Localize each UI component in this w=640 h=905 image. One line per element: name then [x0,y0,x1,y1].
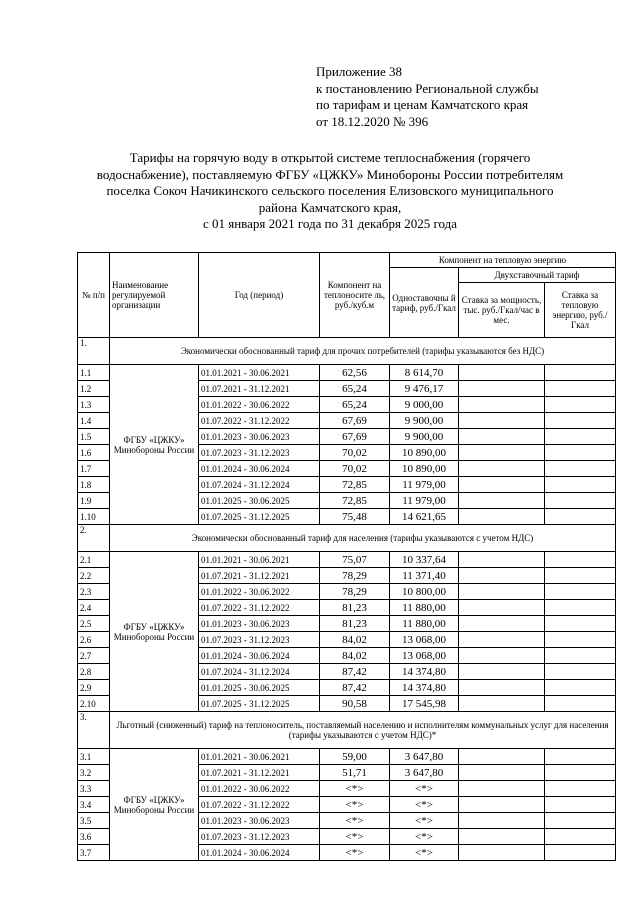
row-number: 3.3 [78,781,110,797]
single-rate-value: 14 374,80 [390,680,459,696]
power-rate-value [459,616,545,632]
heat-rate-value [545,381,616,397]
single-rate-value: 11 880,00 [390,616,459,632]
heat-rate-value [545,584,616,600]
single-rate-value: 13 068,00 [390,632,459,648]
section-row [78,712,616,749]
row-period: 01.01.2021 - 30.06.2021 [199,552,320,568]
row-number: 1.1 [78,365,110,381]
row-period: 01.07.2024 - 31.12.2024 [199,477,320,493]
row-number: 1.5 [78,429,110,445]
carrier-value: <*> [320,813,390,829]
single-rate-value: 9 000,00 [390,397,459,413]
single-rate-value: 10 337,64 [390,552,459,568]
header-energy: Компонент на тепловую энергию [390,253,616,268]
organization-name: ФГБУ «ЦЖКУ» Минобороны России [110,365,199,525]
single-rate-value: <*> [390,829,459,845]
single-rate-value: <*> [390,845,459,861]
carrier-value: 62,56 [320,365,390,381]
single-rate-value: 11 979,00 [390,493,459,509]
heat-rate-value [545,648,616,664]
section-row [78,338,616,365]
heat-rate-value [545,829,616,845]
heat-rate-value [545,429,616,445]
single-rate-value: <*> [390,813,459,829]
single-rate-value: 3 647,80 [390,749,459,765]
row-period: 01.07.2023 - 31.12.2023 [199,445,320,461]
row-number: 3.4 [78,797,110,813]
power-rate-value [459,813,545,829]
section-title: Экономически обоснованный тариф для прочих потребителей (тарифы указываются без НДС) [110,338,616,365]
power-rate-value [459,477,545,493]
section-number: 3. [78,712,110,749]
row-number: 2.2 [78,568,110,584]
power-rate-value [459,552,545,568]
single-rate-value: 9 900,00 [390,429,459,445]
row-number: 1.8 [78,477,110,493]
row-number: 2.4 [78,600,110,616]
row-period: 01.01.2023 - 30.06.2023 [199,429,320,445]
power-rate-value [459,584,545,600]
power-rate-value [459,845,545,861]
power-rate-value [459,509,545,525]
heat-rate-value [545,749,616,765]
row-period: 01.01.2022 - 30.06.2022 [199,397,320,413]
title-line: с 01 января 2021 года по 31 декабря 2025 года [202,216,458,231]
carrier-value: 72,85 [320,493,390,509]
power-rate-value [459,461,545,477]
appendix-line: к постановлению Региональной службы [316,80,539,96]
header-carrier: Компонент на теплоносите ль, руб./куб.м [320,253,390,338]
single-rate-value: 11 880,00 [390,600,459,616]
heat-rate-value [545,397,616,413]
single-rate-value: <*> [390,797,459,813]
heat-rate-value [545,461,616,477]
single-rate-value: 10 890,00 [390,461,459,477]
power-rate-value [459,365,545,381]
carrier-value: 70,02 [320,445,390,461]
row-period: 01.01.2021 - 30.06.2021 [199,365,320,381]
power-rate-value [459,781,545,797]
carrier-value: 87,42 [320,680,390,696]
heat-rate-value [545,413,616,429]
row-period: 01.01.2023 - 30.06.2023 [199,616,320,632]
row-number: 3.2 [78,765,110,781]
row-number: 3.5 [78,813,110,829]
carrier-value: <*> [320,845,390,861]
row-number: 2.1 [78,552,110,568]
single-rate-value: 17 545,98 [390,696,459,712]
single-rate-value: 10 800,00 [390,584,459,600]
single-rate-value: 3 647,80 [390,765,459,781]
heat-rate-value [545,445,616,461]
single-rate-value: 13 068,00 [390,648,459,664]
appendix-header [316,64,616,130]
row-number: 2.7 [78,648,110,664]
heat-rate-value [545,813,616,829]
section-row [78,525,616,552]
appendix-line: по тарифам и ценам Камчатского края [316,97,529,112]
carrier-value: <*> [320,781,390,797]
power-rate-value [459,664,545,680]
row-period: 01.07.2021 - 31.12.2021 [199,765,320,781]
row-period: 01.01.2024 - 30.06.2024 [199,845,320,861]
carrier-value: 59,00 [320,749,390,765]
organization-name: ФГБУ «ЦЖКУ» Минобороны России [110,749,199,861]
row-number: 3.7 [78,845,110,861]
power-rate-value [459,797,545,813]
title-line: района Камчатского края, [258,199,402,215]
header-heat: Ставка за тепловую энергию, руб./Гкал [545,283,616,338]
power-rate-value [459,765,545,781]
tariff-table [77,252,616,861]
row-period: 01.01.2024 - 30.06.2024 [199,461,320,477]
row-period: 01.07.2021 - 31.12.2021 [199,381,320,397]
header-period: Год (период) [199,253,320,338]
header-power: Ставка за мощность, тыс. руб./Гкал/час в мес. [459,283,545,338]
power-rate-value [459,381,545,397]
document-title [70,150,590,233]
carrier-value: 75,48 [320,509,390,525]
heat-rate-value [545,493,616,509]
row-number: 1.10 [78,509,110,525]
carrier-value: <*> [320,797,390,813]
carrier-value: 84,02 [320,648,390,664]
single-rate-value: <*> [390,781,459,797]
row-number: 1.9 [78,493,110,509]
heat-rate-value [545,616,616,632]
power-rate-value [459,696,545,712]
carrier-value: 70,02 [320,461,390,477]
section-number: 2. [78,525,110,552]
appendix-line: Приложение 38 [316,64,403,79]
row-number: 2.5 [78,616,110,632]
row-period: 01.07.2022 - 31.12.2022 [199,413,320,429]
row-number: 2.10 [78,696,110,712]
row-number: 1.2 [78,381,110,397]
row-period: 01.07.2023 - 31.12.2023 [199,829,320,845]
row-number: 3.6 [78,829,110,845]
single-rate-value: 10 890,00 [390,445,459,461]
heat-rate-value [545,664,616,680]
row-period: 01.07.2022 - 31.12.2022 [199,600,320,616]
single-rate-value: 9 900,00 [390,413,459,429]
power-rate-value [459,568,545,584]
appendix-line: от 18.12.2020 № 396 [316,113,429,129]
carrier-value: 72,85 [320,477,390,493]
power-rate-value [459,493,545,509]
carrier-value: 67,69 [320,429,390,445]
row-period: 01.07.2023 - 31.12.2023 [199,632,320,648]
row-period: 01.01.2022 - 30.06.2022 [199,781,320,797]
power-rate-value [459,600,545,616]
heat-rate-value [545,845,616,861]
row-number: 1.7 [78,461,110,477]
header-two: Двухставочный тариф [459,268,616,283]
heat-rate-value [545,477,616,493]
header-num: № п/п [78,253,110,338]
single-rate-value: 14 374,80 [390,664,459,680]
heat-rate-value [545,765,616,781]
row-period: 01.01.2023 - 30.06.2023 [199,813,320,829]
single-rate-value: 9 476,17 [390,381,459,397]
row-period: 01.07.2022 - 31.12.2022 [199,797,320,813]
carrier-value: 51,71 [320,765,390,781]
organization-name: ФГБУ «ЦЖКУ» Минобороны России [110,552,199,712]
carrier-value: <*> [320,829,390,845]
heat-rate-value [545,568,616,584]
carrier-value: 65,24 [320,397,390,413]
row-period: 01.01.2024 - 30.06.2024 [199,648,320,664]
row-period: 01.07.2025 - 31.12.2025 [199,696,320,712]
single-rate-value: 14 621,65 [390,509,459,525]
carrier-value: 65,24 [320,381,390,397]
carrier-value: 90,58 [320,696,390,712]
heat-rate-value [545,600,616,616]
title-line: водоснабжение), поставляемую ФГБУ «ЦЖКУ» Минобороны России потребителям [96,166,564,182]
power-rate-value [459,749,545,765]
heat-rate-value [545,632,616,648]
section-title: Экономически обоснованный тариф для населения (тарифы указываются с учетом НДС) [110,525,616,552]
row-period: 01.01.2025 - 30.06.2025 [199,680,320,696]
power-rate-value [459,413,545,429]
carrier-value: 75,07 [320,552,390,568]
heat-rate-value [545,696,616,712]
power-rate-value [459,429,545,445]
header-single: Одноставочны й тариф, руб./Гкал [390,268,459,338]
heat-rate-value [545,797,616,813]
row-period: 01.07.2025 - 31.12.2025 [199,509,320,525]
heat-rate-value [545,365,616,381]
row-number: 1.3 [78,397,110,413]
single-rate-value: 8 614,70 [390,365,459,381]
heat-rate-value [545,680,616,696]
carrier-value: 84,02 [320,632,390,648]
row-number: 2.9 [78,680,110,696]
power-rate-value [459,397,545,413]
section-number: 1. [78,338,110,365]
single-rate-value: 11 371,40 [390,568,459,584]
row-number: 2.8 [78,664,110,680]
single-rate-value: 11 979,00 [390,477,459,493]
row-period: 01.01.2022 - 30.06.2022 [199,584,320,600]
carrier-value: 78,29 [320,568,390,584]
row-number: 2.6 [78,632,110,648]
table-row [78,365,616,381]
power-rate-value [459,445,545,461]
power-rate-value [459,648,545,664]
row-period: 01.01.2021 - 30.06.2021 [199,749,320,765]
carrier-value: 78,29 [320,584,390,600]
row-period: 01.07.2024 - 31.12.2024 [199,664,320,680]
carrier-value: 81,23 [320,600,390,616]
row-number: 1.6 [78,445,110,461]
row-number: 2.3 [78,584,110,600]
table-row [78,749,616,765]
carrier-value: 67,69 [320,413,390,429]
row-period: 01.01.2025 - 30.06.2025 [199,493,320,509]
power-rate-value [459,829,545,845]
heat-rate-value [545,552,616,568]
title-line: Тарифы на горячую воду в открытой системе теплоснабжения (горячего [129,150,531,165]
row-number: 1.4 [78,413,110,429]
row-number: 3.1 [78,749,110,765]
section-title: Льготный (сниженный) тариф на теплоноситель, поставляемый населению и исполнителям коммунальных услуг для населения (тарифы указываются с учетом НДС)* [110,712,616,749]
carrier-value: 81,23 [320,616,390,632]
carrier-value: 87,42 [320,664,390,680]
header-org: Наименование регулируемой организации [110,253,199,338]
row-period: 01.07.2021 - 31.12.2021 [199,568,320,584]
table-row [78,552,616,568]
heat-rate-value [545,781,616,797]
power-rate-value [459,632,545,648]
heat-rate-value [545,509,616,525]
power-rate-value [459,680,545,696]
title-line: поселка Сокоч Начикинского сельского поселения Елизовского муниципального [106,183,554,198]
